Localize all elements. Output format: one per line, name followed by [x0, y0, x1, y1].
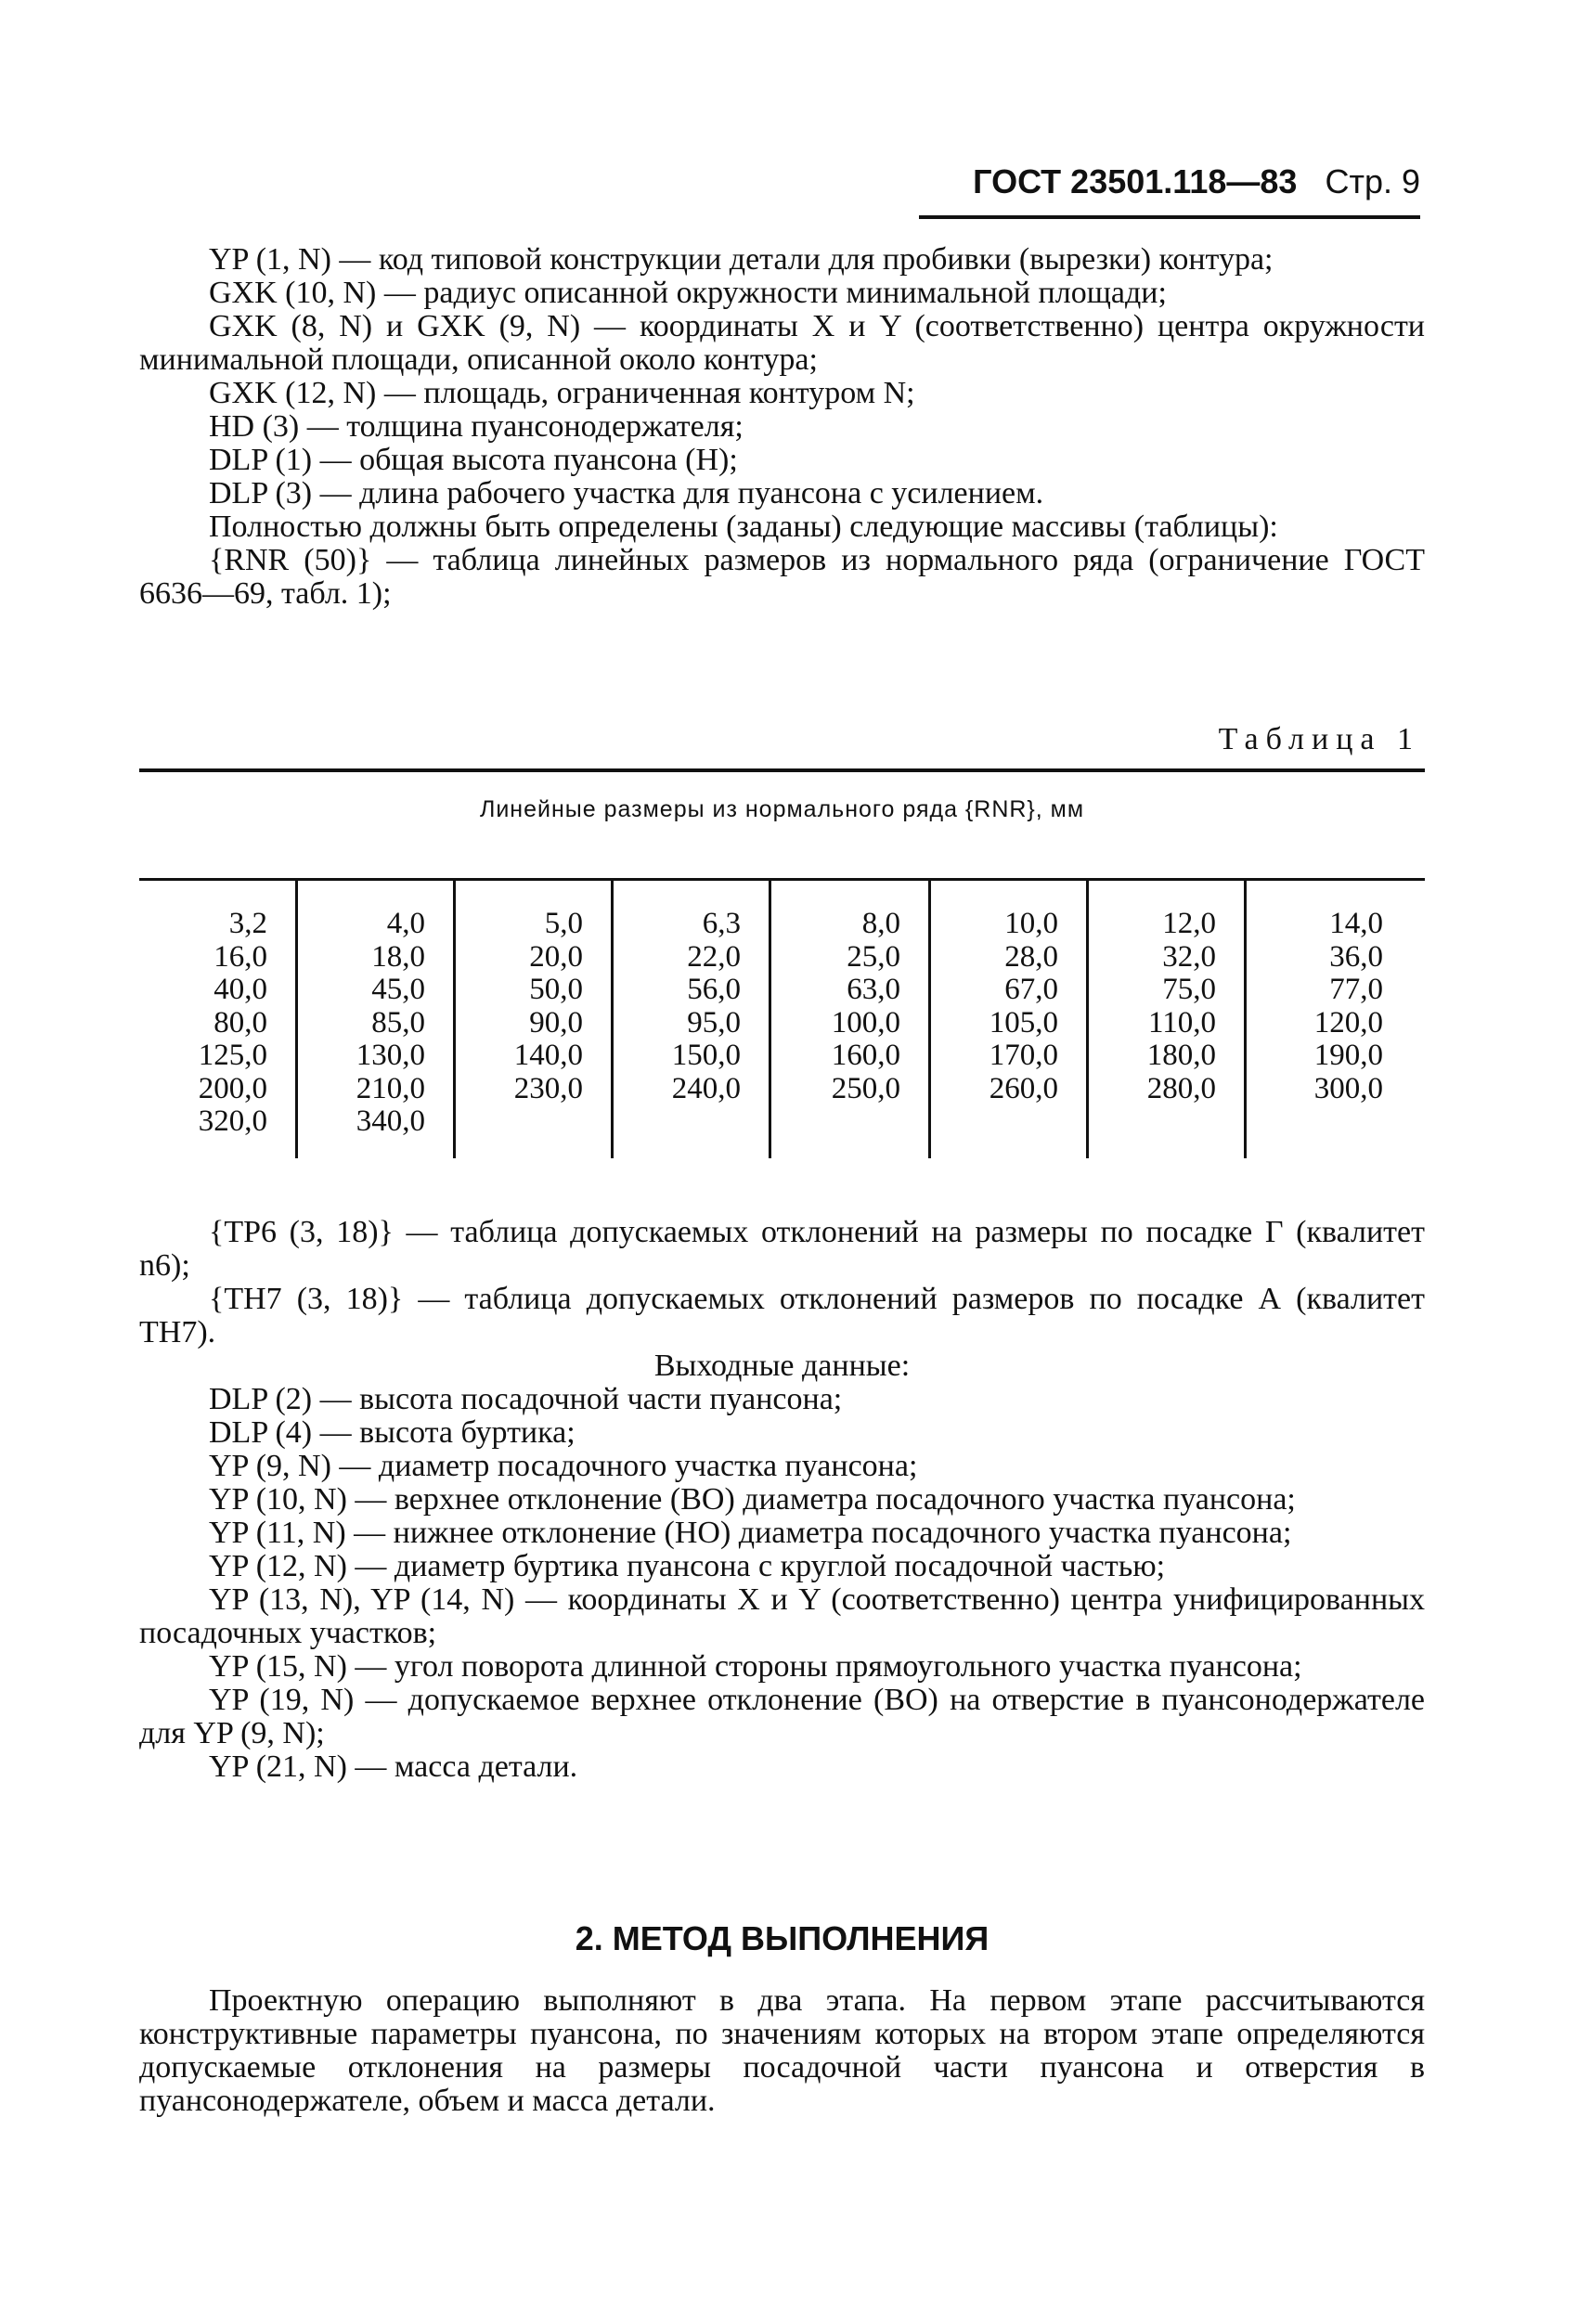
- table-cell: 180,0: [1146, 1039, 1216, 1072]
- paragraph: DLP (4) — высота буртика;: [209, 1415, 576, 1450]
- table-cell: 140,0: [513, 1039, 583, 1072]
- subheading: Выходные данные:: [653, 1349, 911, 1383]
- table-top-rule: [139, 768, 1425, 772]
- table-cell: 340,0: [356, 1104, 425, 1138]
- table-cell: 210,0: [356, 1071, 425, 1105]
- table-cell: 130,0: [356, 1039, 425, 1072]
- table-cell: 67,0: [1004, 973, 1058, 1006]
- table-cell: 6,3: [702, 907, 741, 940]
- table-cell: 280,0: [1146, 1071, 1216, 1105]
- table-cell: 40,0: [213, 973, 267, 1006]
- tables-and-output-list: [139, 1216, 1425, 1784]
- method-section: [139, 1984, 1425, 2118]
- table-cell: 200,0: [198, 1071, 267, 1105]
- paragraph: GXK (8, N) и GXK (9, N) — координаты X и Y (соответственно) центра окружности минимальной площади, описанной около контура;: [139, 309, 1425, 377]
- section-title: 2. МЕТОД ВЫПОЛНЕНИЯ: [575, 1919, 989, 1957]
- table-cell: 320,0: [198, 1104, 267, 1138]
- table-cell: 50,0: [529, 973, 583, 1006]
- table-cell: 4,0: [386, 907, 425, 940]
- table-cell: 3,2: [228, 907, 267, 940]
- table-cell: 5,0: [544, 907, 583, 940]
- table-cell: 90,0: [529, 1005, 583, 1039]
- paragraph: YP (21, N) — масса детали.: [209, 1749, 578, 1784]
- paragraph: YP (1, N) — код типовой конструкции детали для пробивки (вырезки) контура;: [209, 242, 1274, 277]
- paragraph: YP (10, N) — верхнее отклонение (ВО) диаметра посадочного участка пуансона;: [209, 1482, 1296, 1517]
- table-cell: 14,0: [1329, 907, 1383, 940]
- table-column: [928, 880, 1086, 1158]
- standard-number: ГОСТ 23501.118—83: [973, 162, 1298, 200]
- table-cell: 75,0: [1162, 973, 1216, 1006]
- table-cell: 105,0: [989, 1005, 1058, 1039]
- paragraph: DLP (1) — общая высота пуансона (H);: [209, 443, 738, 477]
- paragraph: DLP (2) — высота посадочной части пуансона;: [209, 1382, 843, 1416]
- paragraph: GXK (12, N) — площадь, ограниченная контуром N;: [209, 376, 915, 410]
- table-cell: 260,0: [989, 1071, 1058, 1105]
- paragraph: {TH7 (3, 18)} — таблица допускаемых отклонений размеров по посадке А (квалитет TH7).: [139, 1282, 1425, 1349]
- table-cell: 20,0: [529, 939, 583, 974]
- table-column: [453, 880, 611, 1158]
- paragraph: HD (3) — толщина пуансонодержателя;: [209, 409, 744, 444]
- table-cell: 80,0: [213, 1005, 267, 1039]
- paragraph: YP (15, N) — угол поворота длинной стороны прямоугольного участка пуансона;: [209, 1649, 1302, 1684]
- table-cell: 18,0: [371, 939, 425, 974]
- table-cell: 45,0: [371, 973, 425, 1006]
- table-cell: 56,0: [687, 973, 741, 1006]
- table-column: [1086, 880, 1244, 1158]
- table-cell: 63,0: [847, 973, 900, 1006]
- paragraph: Полностью должны быть определены (заданы) следующие массивы (таблицы):: [209, 510, 1278, 544]
- table-cell: 95,0: [687, 1005, 741, 1039]
- table-cell: 240,0: [671, 1071, 741, 1105]
- table-cell: 22,0: [687, 939, 741, 974]
- table-cell: 8,0: [861, 907, 900, 940]
- table-cell: 170,0: [989, 1039, 1058, 1072]
- table-column: [1244, 880, 1411, 1158]
- paragraph: {TP6 (3, 18)} — таблица допускаемых отклонений на размеры по посадке Г (квалитет n6);: [139, 1215, 1425, 1283]
- sizes-table: [139, 880, 1425, 1158]
- table-cell: 85,0: [371, 1005, 425, 1039]
- table-cell: 16,0: [213, 939, 267, 974]
- table-label: Таблица 1: [1218, 722, 1420, 756]
- paragraph: GXK (10, N) — радиус описанной окружности минимальной площади;: [209, 276, 1167, 310]
- paragraph: YP (9, N) — диаметр посадочного участка пуансона;: [209, 1449, 918, 1483]
- table-caption: Линейные размеры из нормального ряда {RNR}, мм: [479, 796, 1085, 822]
- page-header: [919, 160, 1420, 219]
- table-cell: 25,0: [847, 939, 900, 974]
- table-column: [769, 880, 928, 1158]
- table-cell: 230,0: [513, 1071, 583, 1105]
- paragraph: {RNR (50)} — таблица линейных размеров из нормального ряда (ограничение ГОСТ 6636—69, табл. 1);: [139, 543, 1425, 611]
- paragraph: Проектную операцию выполняют в два этапа. На первом этапе рассчитываются конструктивные параметры пуансона, по значениям которых на втором этапе определяются допускаемые отклонения на размеры посадочной части пуансона и отверстия в пуансонодержателе, объем и масса детали.: [139, 1983, 1425, 2118]
- table-column: [611, 880, 769, 1158]
- table-cell: 12,0: [1162, 907, 1216, 940]
- table-cell: 10,0: [1004, 907, 1058, 940]
- table-cell: 300,0: [1313, 1071, 1383, 1105]
- input-data-list: [139, 243, 1425, 611]
- table-cell: 100,0: [831, 1005, 900, 1039]
- table-cell: 190,0: [1313, 1039, 1383, 1072]
- table-cell: 250,0: [831, 1071, 900, 1105]
- table-cell: 120,0: [1313, 1005, 1383, 1039]
- table-column: [295, 880, 453, 1158]
- paragraph: YP (19, N) — допускаемое верхнее отклонение (ВО) на отверстие в пуансонодержателе для YP (9, N);: [139, 1683, 1425, 1750]
- paragraph: YP (12, N) — диаметр буртика пуансона с круглой посадочной частью;: [209, 1549, 1166, 1583]
- table-cell: 125,0: [198, 1039, 267, 1072]
- paragraph: YP (11, N) — нижнее отклонение (НО) диаметра посадочного участка пуансона;: [209, 1516, 1292, 1550]
- table-column: [139, 880, 295, 1158]
- table-cell: 36,0: [1329, 939, 1383, 974]
- paragraph: DLP (3) — длина рабочего участка для пуансона с усилением.: [209, 476, 1044, 510]
- page-number: Стр. 9: [1325, 162, 1420, 200]
- table-cell: 32,0: [1162, 939, 1216, 974]
- table-cell: 150,0: [671, 1039, 741, 1072]
- paragraph: YP (13, N), YP (14, N) — координаты X и Y (соответственно) центра унифицированных посадочных участков;: [139, 1582, 1425, 1650]
- table-cell: 77,0: [1329, 973, 1383, 1006]
- table-cell: 28,0: [1004, 939, 1058, 974]
- table-cell: 110,0: [1147, 1005, 1216, 1039]
- table-cell: 160,0: [831, 1039, 900, 1072]
